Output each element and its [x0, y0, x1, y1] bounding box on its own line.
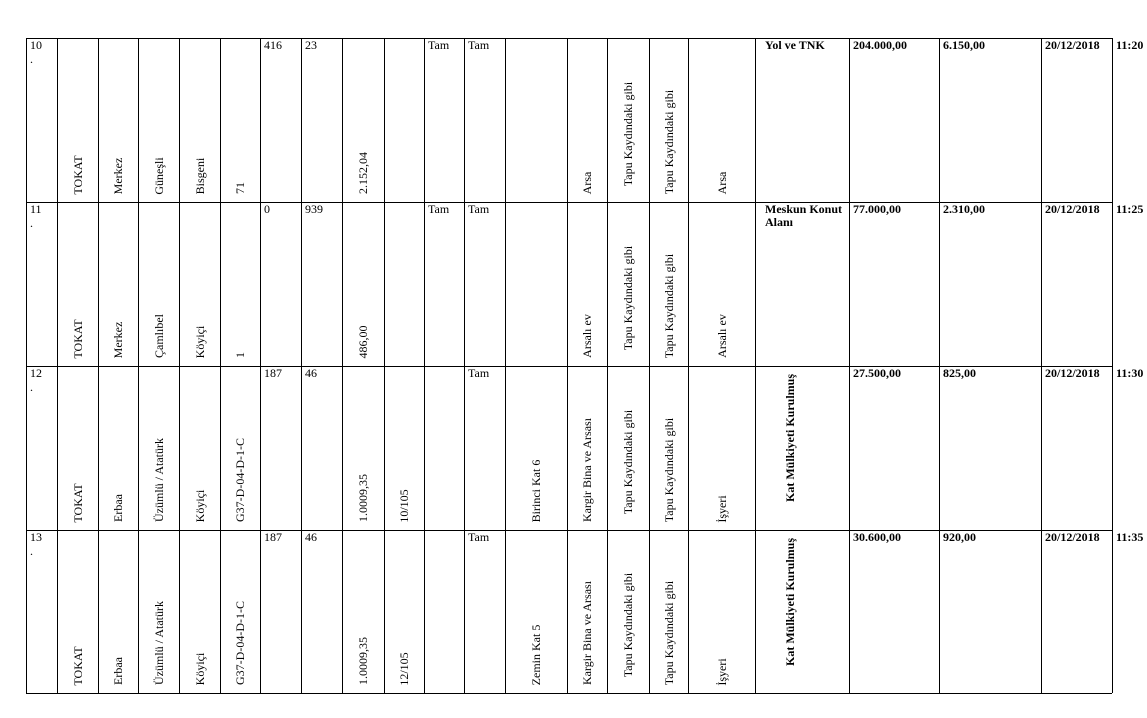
alan-value: 1.0009,35	[356, 637, 370, 685]
imar-value: Yol ve TNK	[765, 38, 825, 52]
cell-tarih	[1041, 366, 1112, 530]
cell-ada	[260, 530, 301, 693]
cell-kat	[505, 202, 567, 366]
cell-mahalle	[138, 366, 179, 530]
cinsi-value: İşyeri	[714, 657, 729, 686]
cell-nitelik	[567, 202, 607, 366]
cell-nitelik	[567, 38, 607, 202]
imar-value: Kat Mülkiyeti Kurulmuş	[783, 537, 797, 667]
row-number: 13	[30, 530, 42, 544]
cell-ozellik	[424, 202, 464, 366]
cell-bedel	[849, 38, 939, 202]
tarih-value: 20/12/2018	[1045, 530, 1100, 544]
mevki-value: Köyiçi	[192, 652, 207, 685]
cell-tapu2	[649, 530, 688, 693]
cell-mevki	[179, 530, 220, 693]
cell-cinsi	[688, 530, 755, 693]
pafta-value: 71	[233, 182, 247, 194]
cell-tarih	[1041, 202, 1112, 366]
tapu2-value: Tapu Kaydındaki gibi	[661, 580, 676, 686]
cell-il	[57, 366, 98, 530]
cell-il	[57, 530, 98, 693]
il-value: TOKAT	[70, 645, 85, 686]
cell-no	[26, 38, 57, 202]
cell-kat	[505, 38, 567, 202]
cell-durum	[464, 366, 505, 530]
ozellik-value: Tam	[428, 202, 450, 216]
cell-mevki	[179, 366, 220, 530]
ilce-value: Merkez	[111, 321, 125, 358]
cell-tapu2	[649, 366, 688, 530]
kat-value: Birinci Kat 6	[529, 459, 543, 522]
mahalle-value: Güneşli	[151, 156, 166, 195]
cell-imar	[755, 530, 849, 693]
nitelik-value: Arsalı ev	[580, 314, 594, 358]
cell-tapu1	[607, 38, 649, 202]
saat-value: 11:30	[1116, 366, 1144, 380]
bedel-value: 204.000,00	[853, 38, 907, 52]
row-number: 11	[30, 202, 42, 216]
cell-pafta	[220, 202, 260, 366]
il-value: TOKAT	[70, 154, 85, 195]
cell-ilce	[98, 530, 138, 693]
cinsi-value: Arsa	[714, 171, 729, 194]
bedel-value: 30.600,00	[853, 530, 901, 544]
teminat-value: 825,00	[943, 366, 976, 380]
il-value: TOKAT	[70, 318, 85, 359]
tapu2-value: Tapu Kaydındaki gibi	[661, 89, 676, 195]
tarih-value: 20/12/2018	[1045, 38, 1100, 52]
cell-pafta	[220, 38, 260, 202]
ilce-value: Merkez	[111, 157, 125, 194]
cell-tapu1	[607, 366, 649, 530]
cell-no	[26, 530, 57, 693]
mahalle-value: Üzümlü / Atatürk	[151, 601, 166, 685]
cell-alan	[342, 202, 384, 366]
durum-value: Tam	[468, 530, 490, 544]
cell-ozellik	[424, 366, 464, 530]
imar-value: Kat Mülkiyeti Kurulmuş	[783, 373, 797, 503]
bedel-value: 77.000,00	[853, 202, 901, 216]
cell-ilce	[98, 202, 138, 366]
cell-ada	[260, 38, 301, 202]
durum-value: Tam	[468, 366, 490, 380]
tarih-value: 20/12/2018	[1045, 366, 1100, 380]
tapu1-value: Tapu Kaydındaki gibi	[621, 572, 635, 678]
imar-value: Meskun Konut Alanı	[765, 202, 843, 229]
cell-nitelik	[567, 530, 607, 693]
mevki-value: Bisgeni	[192, 157, 207, 194]
cell-mahalle	[138, 530, 179, 693]
cell-saat	[1112, 202, 1147, 366]
row-number-dot: .	[30, 544, 33, 558]
cell-durum	[464, 202, 505, 366]
cell-mevki	[179, 202, 220, 366]
cell-ozellik	[424, 38, 464, 202]
tapu1-value: Tapu Kaydındaki gibi	[621, 245, 635, 351]
cell-durum	[464, 530, 505, 693]
durum-value: Tam	[468, 202, 490, 216]
cell-alan	[342, 38, 384, 202]
row-number-dot: .	[30, 52, 33, 66]
durum-value: Tam	[468, 38, 490, 52]
cell-tapu2	[649, 38, 688, 202]
ada-value: 187	[264, 366, 282, 380]
nitelik-value: Kargir Bina ve Arsası	[580, 417, 594, 523]
ozellik-value: Tam	[428, 38, 450, 52]
tapu2-value: Tapu Kaydındaki gibi	[661, 417, 676, 523]
cell-parsel	[301, 38, 342, 202]
cinsi-value: İşyeri	[714, 494, 729, 523]
bedel-value: 27.500,00	[853, 366, 901, 380]
alan-value: 2.152,04	[356, 152, 370, 194]
tarih-value: 20/12/2018	[1045, 202, 1100, 216]
teminat-value: 920,00	[943, 530, 976, 544]
cell-parsel	[301, 366, 342, 530]
cell-tapu2	[649, 202, 688, 366]
row-number: 12	[30, 366, 42, 380]
parsel-value: 46	[305, 530, 317, 544]
tapu1-value: Tapu Kaydındaki gibi	[621, 409, 635, 515]
cell-kat	[505, 530, 567, 693]
kat-value: Zemin Kat 5	[529, 624, 543, 685]
ilce-value: Erbaa	[111, 494, 125, 522]
cell-teminat	[939, 202, 1041, 366]
teminat-value: 6.150,00	[943, 38, 985, 52]
mevki-value: Köyiçi	[192, 489, 207, 522]
cell-imar	[755, 366, 849, 530]
cell-kat	[505, 366, 567, 530]
cell-teminat	[939, 38, 1041, 202]
cell-hisse	[384, 366, 424, 530]
pafta-value: G37-D-04-D-1-C	[233, 438, 247, 522]
pafta-value: G37-D-04-D-1-C	[233, 601, 247, 685]
nitelik-value: Arsa	[580, 171, 594, 194]
cell-ada	[260, 366, 301, 530]
hisse-value: 12/105	[397, 651, 411, 686]
ada-value: 187	[264, 530, 282, 544]
cell-saat	[1112, 366, 1147, 530]
cell-imar	[755, 38, 849, 202]
ada-value: 416	[264, 38, 282, 52]
teminat-value: 2.310,00	[943, 202, 985, 216]
cell-bedel	[849, 202, 939, 366]
parsel-value: 23	[305, 38, 317, 52]
cell-nitelik	[567, 366, 607, 530]
cell-mevki	[179, 38, 220, 202]
cell-durum	[464, 38, 505, 202]
parsel-value: 46	[305, 366, 317, 380]
pafta-value: 1	[233, 352, 247, 358]
cinsi-value: Arsalı ev	[714, 314, 729, 358]
cell-ilce	[98, 38, 138, 202]
mevki-value: Köyiçi	[192, 325, 207, 358]
cell-imar	[755, 202, 849, 366]
cell-alan	[342, 366, 384, 530]
saat-value: 11:20	[1116, 38, 1144, 52]
cell-cinsi	[688, 38, 755, 202]
tapu1-value: Tapu Kaydındaki gibi	[621, 81, 635, 187]
alan-value: 1.0009,35	[356, 474, 370, 522]
cell-bedel	[849, 530, 939, 693]
cell-il	[57, 202, 98, 366]
ada-value: 0	[264, 202, 270, 216]
cell-mahalle	[138, 202, 179, 366]
cell-tapu1	[607, 530, 649, 693]
row-number: 10	[30, 38, 42, 52]
cell-tapu1	[607, 202, 649, 366]
tapu2-value: Tapu Kaydındaki gibi	[661, 253, 676, 359]
cell-teminat	[939, 530, 1041, 693]
saat-value: 11:25	[1116, 202, 1144, 216]
cell-hisse	[384, 38, 424, 202]
row-number-dot: .	[30, 216, 33, 230]
cell-teminat	[939, 366, 1041, 530]
alan-value: 486,00	[356, 325, 370, 358]
cell-ilce	[98, 366, 138, 530]
cell-pafta	[220, 530, 260, 693]
cell-no	[26, 202, 57, 366]
cell-ada	[260, 202, 301, 366]
cell-alan	[342, 530, 384, 693]
mahalle-value: Üzümlü / Atatürk	[151, 438, 166, 522]
saat-value: 11:35	[1116, 530, 1144, 544]
cell-ozellik	[424, 530, 464, 693]
mahalle-value: Çamlıbel	[151, 314, 166, 358]
cell-cinsi	[688, 202, 755, 366]
cell-hisse	[384, 202, 424, 366]
cell-saat	[1112, 530, 1147, 693]
cell-bedel	[849, 366, 939, 530]
row-number-dot: .	[30, 380, 33, 394]
hisse-value: 10/105	[397, 488, 411, 523]
nitelik-value: Kargir Bina ve Arsası	[580, 580, 594, 686]
cell-cinsi	[688, 366, 755, 530]
cell-saat	[1112, 38, 1147, 202]
cell-tarih	[1041, 530, 1112, 693]
cell-tarih	[1041, 38, 1112, 202]
cell-parsel	[301, 530, 342, 693]
il-value: TOKAT	[70, 482, 85, 523]
cell-il	[57, 38, 98, 202]
cell-mahalle	[138, 38, 179, 202]
ilce-value: Erbaa	[111, 657, 125, 685]
cell-parsel	[301, 202, 342, 366]
cell-pafta	[220, 366, 260, 530]
parsel-value: 939	[305, 202, 323, 216]
cell-no	[26, 366, 57, 530]
cell-hisse	[384, 530, 424, 693]
